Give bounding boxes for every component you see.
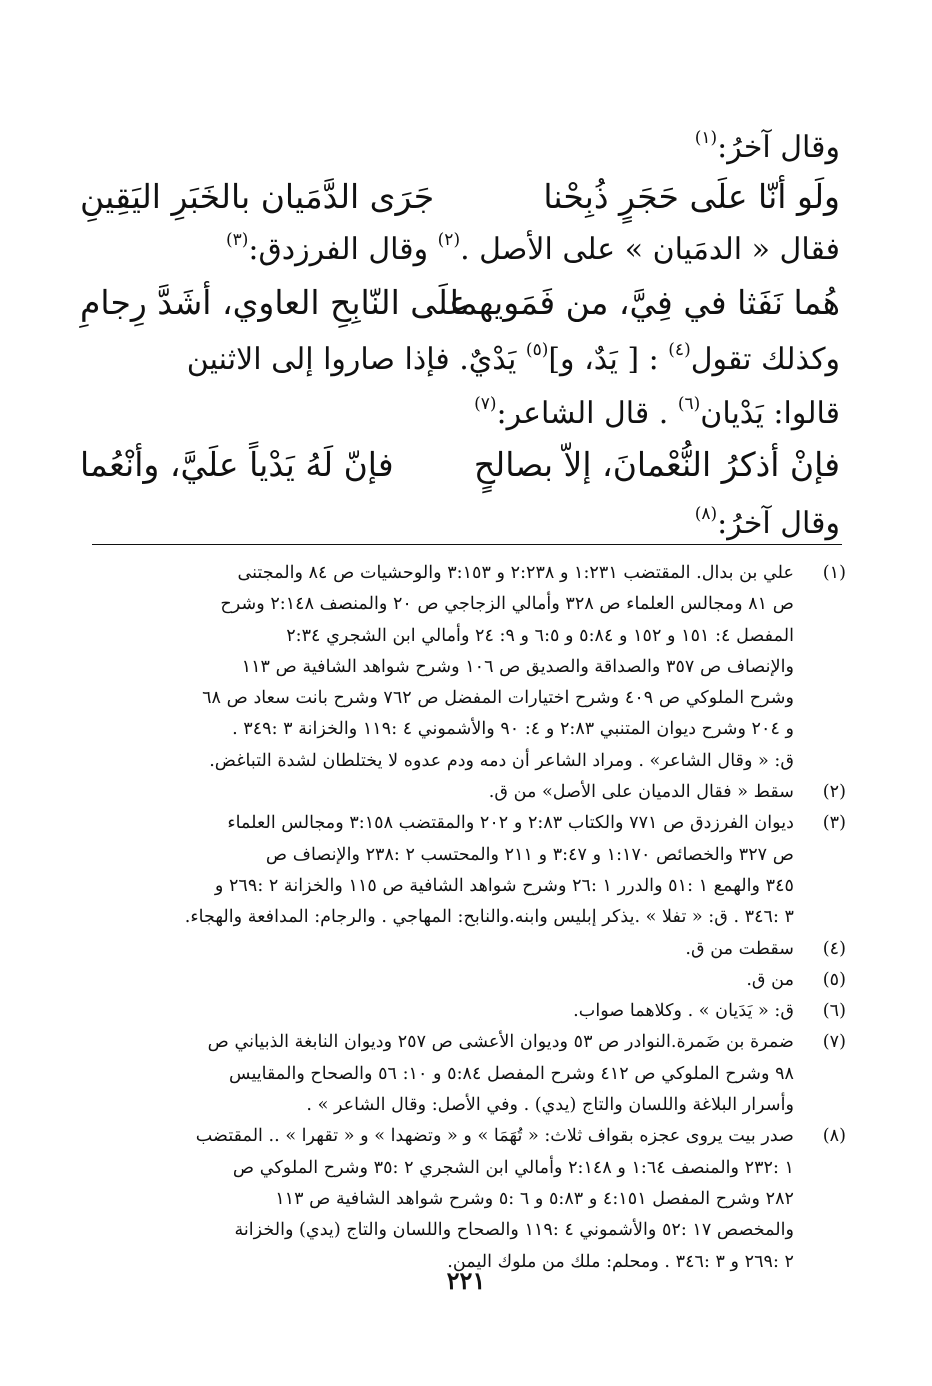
footnote-number: (٨) bbox=[822, 1126, 846, 1147]
footnote-number: (٢) bbox=[822, 782, 846, 803]
line-text: وقال آخرُ: bbox=[717, 130, 840, 165]
footnote-line: ٣ :٣٤٦ . ق: « تفلا » .يذكر إبليس وابنه.والنابح: المهاجي . والرجام: المدافعة والهجاء. bbox=[184, 907, 794, 928]
footnote-line: ق: « يَدَيان » . وكلاهما صواب. bbox=[573, 1001, 794, 1022]
footnote-line: ق: « وقال الشاعر» . ومراد الشاعر أن دمه ودم عدوه لا يختلطان لشدة التباغض. bbox=[209, 750, 794, 771]
footnote-line: المفصل ٤: ١٥١ و ١٥٢ و ٥:٨٤ و ٦:٥ و ٩: ٢٤ وأمالي ابن الشجري ٢:٣٤ bbox=[286, 625, 794, 646]
footnote-separator bbox=[92, 544, 842, 545]
footnote-line: سقطت من ق. bbox=[685, 938, 794, 959]
footnote-line: من ق. bbox=[746, 969, 794, 990]
text-line-5 bbox=[187, 342, 840, 375]
footnote-line: ١ :٢٣٢ والمنصف ١:٦٤ و ٢:١٤٨ وأمالي ابن الشجري ٢ :٣٥ وشرح الملوكي ص bbox=[232, 1157, 794, 1178]
footnote-line: ديوان الفرزدق ص ٧٧١ والكتاب ٢:٨٣ و ٢٠٢ والمقتضب ٣:١٥٨ ومجالس العلماء bbox=[227, 813, 794, 834]
footnote-3 bbox=[86, 808, 846, 933]
footnote-line: ٣٤٥ والهمع ١ :٥١ والدرر ١ :٢٦ وشرح شواهد الشافية ص ١١٥ والخزانة ٢ :٢٦٩ و bbox=[214, 875, 794, 896]
footnote-line: صدر بيت يروى عجزه بقواف ثلاث: « تُهَمَا » و « وتضهدا » و « تقهرا » .. المقتضب bbox=[195, 1126, 794, 1147]
footnote-number: (١) bbox=[822, 563, 846, 583]
footnote-line: وشرح الملوكي ص ٤٠٩ وشرح اختيارات المفضل ص ٧٦٢ وشرح بانت سعاد ص ٦٨ bbox=[202, 688, 794, 709]
footnote-ref-8: (٨) bbox=[694, 504, 718, 524]
footnote-ref-6: (٦) bbox=[677, 394, 701, 414]
footnote-6 bbox=[86, 996, 846, 1027]
footnote-8 bbox=[86, 1121, 846, 1277]
footnote-number: (٥) bbox=[822, 969, 846, 990]
footnote-ref-7: (٧) bbox=[474, 394, 497, 414]
footnote-number: (٤) bbox=[822, 938, 846, 959]
footnote-number: (٦) bbox=[822, 1001, 846, 1022]
verse-1-second-hemistich: جَرَى الدَّمَيان بالخَبَرِ اليَقِينِ bbox=[80, 177, 435, 216]
footnote-ref-5: (٥) bbox=[525, 340, 549, 360]
text-line-6 bbox=[474, 396, 840, 429]
footnote-number: (٣) bbox=[822, 813, 846, 834]
text-line-8 bbox=[695, 506, 840, 539]
footnote-4 bbox=[86, 934, 846, 965]
verse-3 bbox=[80, 445, 840, 488]
footnote-7 bbox=[86, 1027, 846, 1121]
verse-3-first-hemistich: فإنْ أذكرُ النُّعْمانَ، إلاّ بصالحٍ bbox=[473, 445, 840, 484]
text-line-3 bbox=[226, 232, 840, 265]
footnote-line: والمخصص ١٧ :٥٢ والأشموني ٤ :١١٩ والصحاح واللسان والتاج (يدي) والخزانة bbox=[234, 1220, 794, 1241]
verse-2 bbox=[80, 283, 840, 326]
verse-2-first-hemistich: هُما نَفَثا في فِيَّ، من فَمَويهما bbox=[449, 283, 840, 322]
footnote-ref-1: (١) bbox=[694, 128, 718, 148]
footnote-2 bbox=[86, 777, 846, 808]
line-text: وقال آخرُ: bbox=[717, 506, 840, 541]
verse-2-second-hemistich: علَى النّابِحِ العاوي، أشَدَّ رِجامِ bbox=[80, 283, 469, 322]
footnote-line: ٢٨٢ وشرح المفصل ٤:١٥١ و ٥:٨٣ و ٦ :٥ وشرح شواهد الشافية ص ١١٣ bbox=[275, 1188, 794, 1209]
line-text: . قال الشاعر: bbox=[496, 396, 669, 431]
line-text: وكذلك تقول bbox=[690, 342, 840, 377]
line-text: يَدْيٌ. فإذا صاروا إلى الاثنين bbox=[186, 342, 517, 377]
footnotes bbox=[86, 558, 846, 1278]
verse-1 bbox=[80, 177, 840, 220]
footnote-line: ص ٨١ ومجالس العلماء ص ٣٢٨ وأمالي الزجاجي ص ٢٠ والمنصف ٢:١٤٨ وشرح bbox=[220, 594, 794, 615]
footnote-line: ص ٣٢٧ والخصائص ١:١٧٠ و ٣:٤٧ و ٢١١ والمحتسب ٢ :٢٣٨ والإنصاف ص bbox=[265, 844, 794, 865]
line-text: : [ يَدٌ، و] bbox=[548, 342, 659, 377]
footnote-line: والإنصاف ص ٣٥٧ والصداقة والصديق ص ١٠٦ وشرح شواهد الشافية ص ١١٣ bbox=[241, 656, 794, 677]
line-text: قالوا: يَدْيان bbox=[700, 396, 840, 431]
footnote-ref-4: (٤) bbox=[668, 340, 691, 360]
footnote-line: وأسرار البلاغة واللسان والتاج (يدي) . وفي الأصل: وقال الشاعر » . bbox=[306, 1095, 794, 1116]
footnote-5 bbox=[86, 965, 846, 996]
line-text: فقال « الدمَيان » على الأصل . bbox=[460, 232, 840, 267]
line-text: وقال الفرزدق: bbox=[248, 232, 429, 267]
footnote-line: ٢ :٢٦٩ و ٣ :٣٤٦ . ومحلم: ملك من ملوك اليمن. bbox=[447, 1251, 794, 1272]
footnote-ref-2: (٢) bbox=[437, 230, 461, 250]
footnote-ref-3: (٣) bbox=[225, 230, 249, 250]
verse-1-first-hemistich: ولَو أنّا علَى حَجَرٍ ذُبِحْنا bbox=[543, 177, 840, 216]
footnote-line: ٩٨ وشرح الملوكي ص ٤١٢ وشرح المفصل ٥:٨٤ و ١٠: ٥٦ والصحاح والمقاييس bbox=[229, 1063, 794, 1084]
text-line-1 bbox=[695, 130, 840, 163]
footnote-line: ضمرة بن ضَمرة.النوادر ص ٥٣ وديوان الأعشى ص ٢٥٧ وديوان النابغة الذبياني ص bbox=[207, 1032, 794, 1053]
footnote-1 bbox=[86, 558, 846, 777]
footnote-number: (٧) bbox=[822, 1032, 846, 1053]
page-number: ٢٢١ bbox=[446, 1266, 486, 1295]
footnote-line: علي بن بدال. المقتضب ١:٢٣١ و ٢:٢٣٨ و ٣:١٥٣ والوحشيات ص ٨٤ والمجتنى bbox=[237, 563, 794, 583]
footnote-line: و ٢٠٤ وشرح ديوان المتنبي ٢:٨٣ و ٤: ٩٠ والأشموني ٤ :١١٩ والخزانة ٣ :٣٤٩ . bbox=[232, 719, 794, 740]
footnote-line: سقط « فقال الدميان على الأصل» من ق. bbox=[488, 782, 794, 803]
verse-3-second-hemistich: فإنّ لَهُ يَدْياً علَيَّ، وأنْعُما bbox=[80, 445, 394, 484]
